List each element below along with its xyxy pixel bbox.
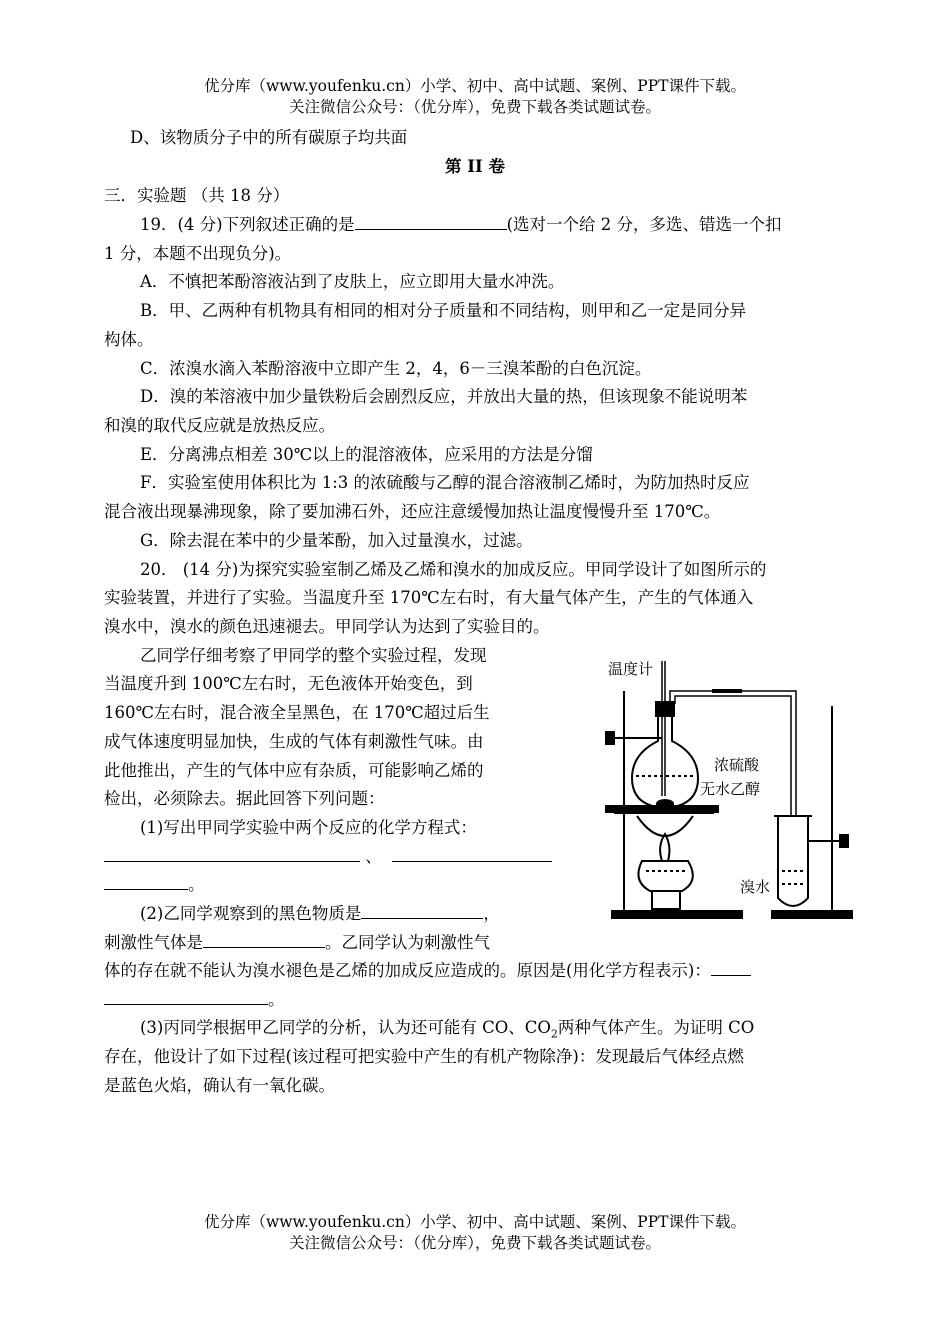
q19-option-b: B．甲、乙两种有机物具有相同的相对分子质量和不同结构，则甲和乙一定是同分异 [140,301,747,320]
label-thermometer: 温度计 [608,660,654,678]
q20-sub2-c: 刺激性气体是 [104,933,203,952]
right-stand-base [772,911,852,918]
q20-para-6: 检出，必须除去。据此回答下列问题： [104,789,385,808]
reason-equation-blank-cont[interactable] [104,986,268,1005]
previous-option-d: D、该物质分子中的所有碳原子均共面 [130,128,408,147]
lamp-flame [660,834,669,861]
q20-sub2 [140,900,500,928]
q19-option-e: E．分离沸点相差 30℃以上的混溶液体，应采用的方法是分馏 [140,445,593,464]
q19-answer-blank[interactable] [355,211,507,230]
q19-option-d-cont: 和溴的取代反应就是放热反应。 [104,416,335,435]
alcohol-lamp [638,861,692,891]
q19-option-b-cont: 构体。 [104,330,154,349]
q20-intro-2: 实验装置，并进行了实验。当温度升至 170℃左右时，有大量气体产生，产生的气体通入 [104,588,754,607]
q20-sub1-blanks [104,843,552,871]
q20-sub2-line3 [104,957,751,985]
q20-sub2-end: 。 [268,990,285,1009]
left-stand-base [612,911,742,918]
q20-para-3: 160℃左右时，混合液全呈黑色，在 170℃超过后生 [104,703,490,722]
reason-equation-blank[interactable] [711,957,751,976]
q20-para-4: 成气体速度明显加快，生成的气体有刺激性气味。由 [104,732,484,751]
boiling-chips [657,800,673,808]
q20-sub1-blank-cont [104,871,205,899]
q20-sub3-line2: 存在，他设计了如下过程(该过程可把实验中产生的有机产物除净)：发现最后气体经点燃 [104,1047,744,1066]
q20-sub1: (1)写出甲同学实验中两个反应的化学方程式： [140,818,477,837]
page-header [0,76,950,118]
q20-para-5: 此他推出，产生的气体中应有杂质，可能影响乙烯的 [104,761,484,780]
clamp-knob [606,732,614,744]
q20-sub2-e: 体的存在就不能认为溴水褪色是乙烯的加成反应造成的。原因是(用化学方程表示)： [104,961,711,980]
q20-sub3-a: (3)丙同学根据甲乙同学的分析，认为还可能有 CO、CO [140,1018,551,1037]
q19-stem-b: (选对一个给 2 分，多选、错选一个扣 [506,215,782,234]
q19-option-f: F．实验室使用体积比为 1:3 的浓硫酸与乙醇的混合溶液制乙烯时，为防加热时反应 [140,473,750,492]
page-footer [0,1212,950,1254]
q20-sub3-line3: 是蓝色火焰，确认有一氧化碳。 [104,1076,335,1095]
q19-stem-cont: 1 分，本题不出现负分)。 [104,244,292,263]
header-line-2: 关注微信公众号：（优分库），免费下载各类试题试卷。 [288,98,661,116]
label-bromine-water: 溴水 [740,878,771,896]
q20-sub2-line2 [104,929,490,957]
q20-sub1-end: 。 [188,875,205,894]
irritant-gas-blank[interactable] [203,929,325,948]
label-ethanol: 无水乙醇 [700,780,761,798]
equation-1-blank[interactable] [104,843,360,862]
q20-sub3-subscript: 2 [550,1027,558,1041]
q20-intro-1: 20． (14 分)为探究实验室制乙烯及乙烯和溴水的加成反应。甲同学设计了如图所示的 [140,560,767,579]
q19-option-d: D．溴的苯溶液中加少量铁粉后会剧烈反应，并放出大量的热，但该现象不能说明苯 [140,387,748,406]
q20-intro-3: 溴水中，溴水的颜色迅速褪去。甲同学认为达到了实验目的。 [104,617,550,636]
footer-line-1: 优分库（www.youfenku.cn）小学、初中、高中试题、案例、PPT课件下载。 [203,1213,747,1231]
q20-sub3-b: 两种气体产生。为证明 CO [557,1018,755,1037]
apparatus-figure [602,656,877,926]
q19-option-a: A．不慎把苯酚溶液沾到了皮肤上，应立即用大量水冲洗。 [140,272,565,291]
q20-para-1: 乙同学仔细考察了甲同学的整个实验过程，发现 [140,646,487,665]
equation-separator: 、 [365,847,382,866]
test-tube [778,816,808,906]
label-sulfuric-acid: 浓硫酸 [714,756,760,774]
q20-para-2: 当温度升到 100℃左右时，无色液体开始变色，到 [104,674,473,693]
q19-stem [140,211,782,239]
q20-sub2-d: 。乙同学认为刺激性气 [325,933,490,952]
q19-option-f-cont: 混合液出现暴沸现象，除了要加沸石外，还应注意缓慢加热让温度慢慢升至 170℃。 [104,502,721,521]
q19-option-g: G．除去混在苯中的少量苯酚，加入过量溴水，过滤。 [140,531,533,550]
section-title: 三．实验题 （共 18 分） [104,186,290,205]
equation-2-blank-cont[interactable] [104,871,188,890]
part-title: 第 II 卷 [445,157,505,176]
equation-2-blank[interactable] [392,843,552,862]
q20-sub2-a: (2)乙同学观察到的黑色物质是 [140,904,362,923]
q19-stem-a: 19．(4 分)下列叙述正确的是 [140,215,355,234]
header-line-1: 优分库（www.youfenku.cn）小学、初中、高中试题、案例、PPT课件下载。 [203,77,747,95]
q20-sub2-line4 [104,986,285,1014]
black-substance-blank[interactable] [361,900,483,919]
q20-sub2-b: ， [483,904,500,923]
footer-line-2: 关注微信公众号：（优分库），免费下载各类试题试卷。 [288,1234,661,1252]
q19-option-c: C．浓溴水滴入苯酚溶液中立即产生 2，4，6－三溴苯酚的白色沉淀。 [140,359,652,378]
